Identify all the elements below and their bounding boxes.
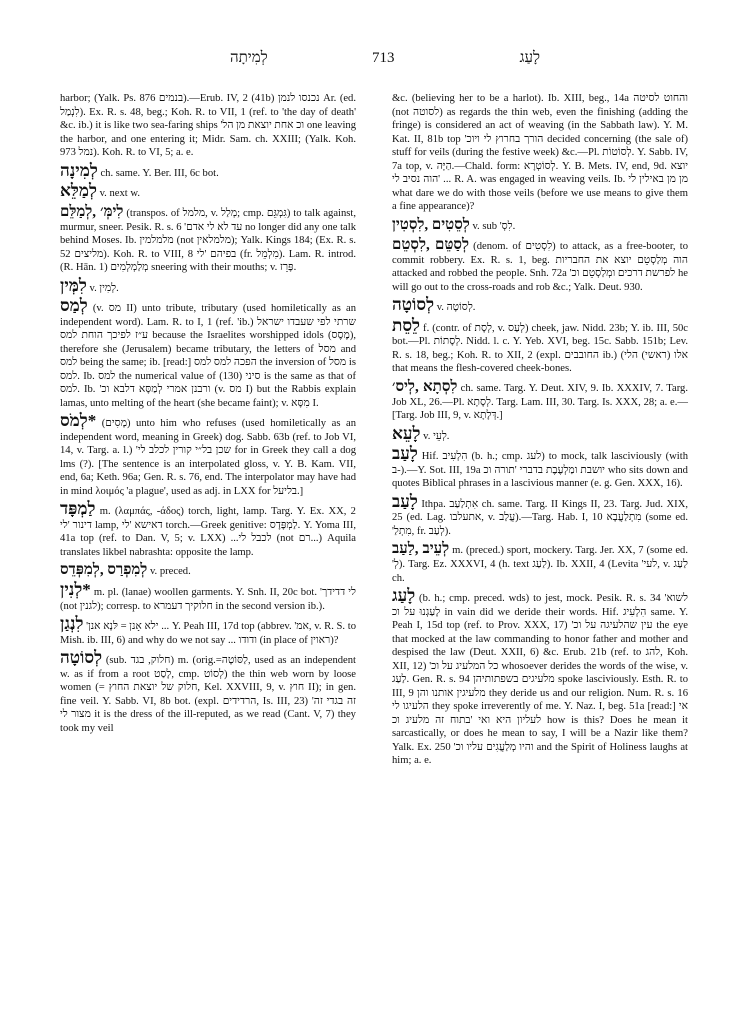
entry-headword: לָעַג xyxy=(392,586,416,605)
running-head-left: לְמִיתָה xyxy=(230,50,268,66)
entry-headword: לְמַס xyxy=(60,296,88,315)
page-header xyxy=(60,50,690,72)
dictionary-entry xyxy=(392,445,688,491)
entry-headword: *לְמֹס xyxy=(60,411,97,430)
entry-definition: ch. same. Targ. Y. Deut. XIV, 9. Ib. XXXIV, 7. Targ. Job XL, 26.—Pl. לְסָתָא. Targ. Lam. III, 30. Targ. Is. XXX, 28; a. e.—[Targ. Job III, 9, v. דְּלָתָא.] xyxy=(392,382,688,421)
entry-headword: *לְנִין xyxy=(60,580,91,599)
dictionary-entry xyxy=(392,317,688,376)
entry-definition: (b. h.; cmp. preced. wds) to jest, mock. Pesik. R. s. 34 'לשוא לָעַגְנוּ על וכ in vain did we deride their words. Hif. הִלְעִיג same. Y. Peah I, 15d top (ref. to Prov. XXX, 17) 'עין שהלעיגה על וכ the eye that mocked at the law commanding to honor father and mother and despised the law (Deut. XXII, 6) &c. Erub. 21b (ref. to להג, Koh. XII, 12) 'כל המלעיג על וכ whosoever derides the words of the wise, v. לַעַג. Gen. R. s. 94 מלעיגים בשפתותיהן spoke lasciviously. Esth. R. to III, 9 מלעיגין אותנו והן they deride us and our religion. Num. R. s. 16 הלעיגו לי they spoke irreverently of me. Y. Naz. I, beg. 51a [read:] אי לעליון היא ואי 'בתוח זה מלעיג וכ how is this? Does he mean it sarcastically, or does he mean to say, I will be a Nazir like them? Yalk. Ex. 250 'והיו מְלַעֲגִים עליו וכ and the Spirit of Holiness laughs at him; a. e. xyxy=(392,593,689,766)
entry-headword: לְעֵיב ,לַעַב xyxy=(392,541,450,557)
entry-definition: (sub. חלוק, בגד) m. (orig.=לַסּוֹטָה, used as an independent w. as if from a root לָסַט, cmp. לְסוֹט) the thin web worn by loose women (= חלוק של יוצאת החוץ, Kel. XXVIII, 9, v. חוץ II); in gen. fine veil. Y. Sabb. VI, 8b bot. (expl. הרדידים, Is. III, 23) 'זה בגדי זה מצור לי it is the dress of the ill-reputed, as we read (Cant. V, 7) they took my veil xyxy=(60,655,356,734)
entry-headword: לִנְגַן xyxy=(60,614,84,633)
running-head-right: לָעַג xyxy=(519,50,540,66)
dictionary-entry xyxy=(392,296,688,315)
dictionary-entry xyxy=(60,649,356,735)
entry-headword: לְסֵטִים ,לִסְטִין xyxy=(392,216,470,233)
dictionary-entry xyxy=(60,581,356,613)
dictionary-entry xyxy=(392,236,688,295)
entry-headword: לְסוֹטָה xyxy=(60,648,103,667)
entry-definition: Hif. הִלְעִיב (b. h.; cmp. לעג) to mock, talk lasciviously (with ב-).—Y. Sot. III, 19a יושבת ומַלְעֶבֶת בדברי 'תורה וכ who sits down and quotes Biblical phrases in a lascivious manner (e. g. Gen. XXX, 16). xyxy=(392,451,688,489)
entry-definition: (v. מס II) unto tribute, tributary (used homiletically as an independent word). Lam. R. to I, 1 (ref. 'ib.) שרתי לפי שעבדו ישראל ע״ז לפיכך הוחת למס because the Israelites worshipped idols (מֶסֶס), therefore she (Jerusalem) became tributary, the letters of מסל and למס being the same; ib. [read:] הפכה למס למס the inversion of מסל is למס. Ib. למס the numerical value of סיני (130) is the same as that of למס. Ib. 'ורבנן אמרי לְמַסָּא דלבא וכ (v. מס I) but the Rabbis explain lamas, unto melting of the heart (she became faint); v. מִסָּא I. xyxy=(60,303,357,409)
dictionary-entry xyxy=(60,92,356,160)
entry-definition: harbor; (Yalk. Ps. 876 בנמים).—Erub. IV, 2 (41b) נכנסו לנמן Ar. (ed. לִנְמַל). Ex. R. s. 48, beg.; Koh. R. to VII, 1 (ref. to 'the day of death' &c. ib.) it is like two sea-faring ships 'וכ אחת יוצאת מן הל one leaving the harbor, and one entering it; Midr. Sam. ch. XXIII; (Yalk. Koh. 973 נמל). Koh. R. to VI, 5; a. e. xyxy=(60,93,356,158)
entry-definition: v. preced. xyxy=(149,566,191,577)
entry-definition: &c. (believing her to be a harlot). Ib. XIII, beg., 14a והחוט לסיטה (not לסוטה) as regards the thin web, even the finishing (adding the fringe) is considered an act of weaving (in the Sabbath law). Y. M. Kat. II, 81b top 'הורך בחרוץ לי ויוכ decided concerning (the sale of) stuff for veils (during the festive week) &c.—Pl. לְסוֹטוֹת. Y. Sabb. IV, 7a top, v. הַיָּה.—Chald. form: לְסוֹטְרָא. Y. B. Mets. IV, end, 9d. יוצא 'הוה נסיב לי ... R. A. was engaged in weaving veils. Ib. מן מן באילין לי what dare we do with those veils (before we use means to give them a fine appearance)? xyxy=(392,93,688,212)
entry-definition: v. לְעֵי. xyxy=(423,430,450,442)
entry-definition: v. לְמִין. xyxy=(89,282,119,294)
dictionary-entry xyxy=(60,297,356,410)
entry-headword: לָעַב xyxy=(392,491,418,511)
entry-definition: (transpos. of מלמל, v. מְלַל; cmp. גִּמְגֵּם) to talk against, murmur, sneer. Pesik. R. s. 6 'עד לא לי אדם no longer did any one talk behind Moses. Ib. מלמלמין (not מלמלאין); Yalk. Kings 184; (Ex. R. s. 52 מליצים). Koh. R. to VIII, 8 בפיהם 'לי (fr. מִלְמֵל). Lam. R. introd. (R. Hān. 1) מְלַמְלְמִים sneering with their mouths; v. פָּרֵז. xyxy=(60,207,357,273)
entry-headword: לֵסֵת xyxy=(392,315,420,335)
left-column xyxy=(60,92,356,737)
entry-definition: Ithpa. אִתְלַעַב ch. same. Targ. II Kings II, 23. Targ. Jud. XIX, 25 (ed. Lag. אתעלבו, v. עֲלַב).—Targ. Hab. I, 10 מִתְלַעֲבָא (some ed. 'מִתְלַ, fr. לְעַב). xyxy=(392,498,688,537)
dictionary-entry xyxy=(60,412,356,498)
dictionary-entry xyxy=(60,277,356,296)
entry-headword: לְסוֹטָה xyxy=(392,295,435,314)
entry-definition: ch. same. Y. Ber. III, 6c bot. xyxy=(100,167,219,179)
entry-headword: לְמִינָה xyxy=(60,160,98,180)
entry-headword: לִסְתָא ,לְיס׳ xyxy=(392,378,458,395)
dictionary-entry xyxy=(392,378,688,423)
dictionary-entry xyxy=(60,182,356,201)
entry-headword: לְסַטֵּם ,לִסְטֵם xyxy=(392,236,469,253)
entry-definition: v. next w. xyxy=(99,188,140,199)
entry-headword: לָעֵא xyxy=(392,423,421,443)
right-column xyxy=(392,92,688,770)
entry-definition: v. sub 'לִסְ. xyxy=(472,220,516,232)
dictionary-entry xyxy=(60,561,356,579)
dictionary-entry xyxy=(60,162,356,181)
entry-definition: (מָסִים) unto him who refuses (used homiletically as an independent word, meaning in Greek) dog. Sabb. 63b (ref. to Job VI, 14, v. Targ. a. l.) 'שכן בל״י קורין לכלב לי for in Greek they call a dog lms (?). [The sentence is an interpolated gloss, v. Y. B. Kam. VII, end, 6a; Keth. 96a; Gen. R. s. 76, end. The interpolator may have had in mind λοιμός 'a plague', used as adj. in LXX for בליעל.] xyxy=(60,418,356,497)
dictionary-entry xyxy=(392,587,688,768)
entry-headword: לָעַב xyxy=(392,444,418,463)
dictionary-entry xyxy=(392,216,688,234)
entry-definition: 'ילא אָנן = לּנָא אנן ... Y. Peah III, 17d top (abbrev. 'אמ, v. R. S. to Mish. ib. III, 6) and why do we not say ... ודודו (in place of ראוין)? xyxy=(60,621,356,646)
dictionary-entry xyxy=(60,615,356,647)
entry-definition: (denom. of לִסְטִים) to attack, as a free-booter, to commit robbery. Ex. R. s. 1, beg. הוה מְלַסְטֵם יוצא את החבריות attacked and robbed the people. Snh. 72a 'לפרשת דרכים ומְלַסְטֵם וכ he will go out to the cross-roads and rob &c.; Yalk. Deut. 930. xyxy=(392,240,688,293)
entry-headword: לִימְּ׳ ,לְמַלֵּם xyxy=(60,203,124,220)
page-number: 713 xyxy=(372,50,395,66)
dictionary-entry xyxy=(60,500,356,559)
entry-headword: לְמַלֵּא xyxy=(60,181,97,200)
dictionary-entry xyxy=(392,540,688,585)
entry-definition: v. לְסוֹטָה. xyxy=(436,302,476,313)
entry-headword: לְמִפְרַס ,לְמִפְּדֵס xyxy=(60,562,148,578)
entry-headword: לַמְפָּד xyxy=(60,499,96,518)
dictionary-entry xyxy=(392,493,688,539)
dictionary-entry xyxy=(392,92,688,214)
dictionary-entry xyxy=(60,203,356,275)
dictionary-entry xyxy=(392,425,688,444)
entry-definition: f. (contr. of לְסָת, v. לְעַס) cheek, jaw. Nidd. 23b; Y. ib. III, 50c bot.—Pl. לְסָתוֹת. Nidd. l. c. Y. Yeb. XVI, beg. 15c. Sabb. 151b; Lev. R. s. 18, beg.; Koh. R. to XII, 2 (expl. החובבים ib.) (אלו (ראשי) הלי that means the flesh-covered cheek-bones. xyxy=(392,322,689,374)
entry-definition: m. (preced.) sport, mockery. Targ. Jer. XX, 7 (some ed. 'לְ). Targ. Ez. XXXVI, 4 (h. text לַעַג). Ib. XXII, 4 (Levita 'לעי, v. לַעַג ch. xyxy=(392,545,689,584)
entry-headword: לִמְּין xyxy=(60,275,87,295)
entry-definition: m. pl. (lanae) woollen garments. Y. Snh. II, 20c bot. 'לי דדידך (not לגנין); corresp. to חלוקיך דעמרא in the second version ib.). xyxy=(60,587,356,612)
entry-definition: m. (λαμπάς, -άδος) torch, light, lamp. Targ. Y. Ex. XX, 2 דינור 'לי lamp, דאישא 'לי torch.—Greek genitive: לַמְפָּדָס. Y. Yoma III, 41a top (ref. to Dan. V, 5; v. LXX) ...לכבל לי (not רם...) Aquila translates likbel nabrashta: opposite the lamp. xyxy=(60,506,356,558)
